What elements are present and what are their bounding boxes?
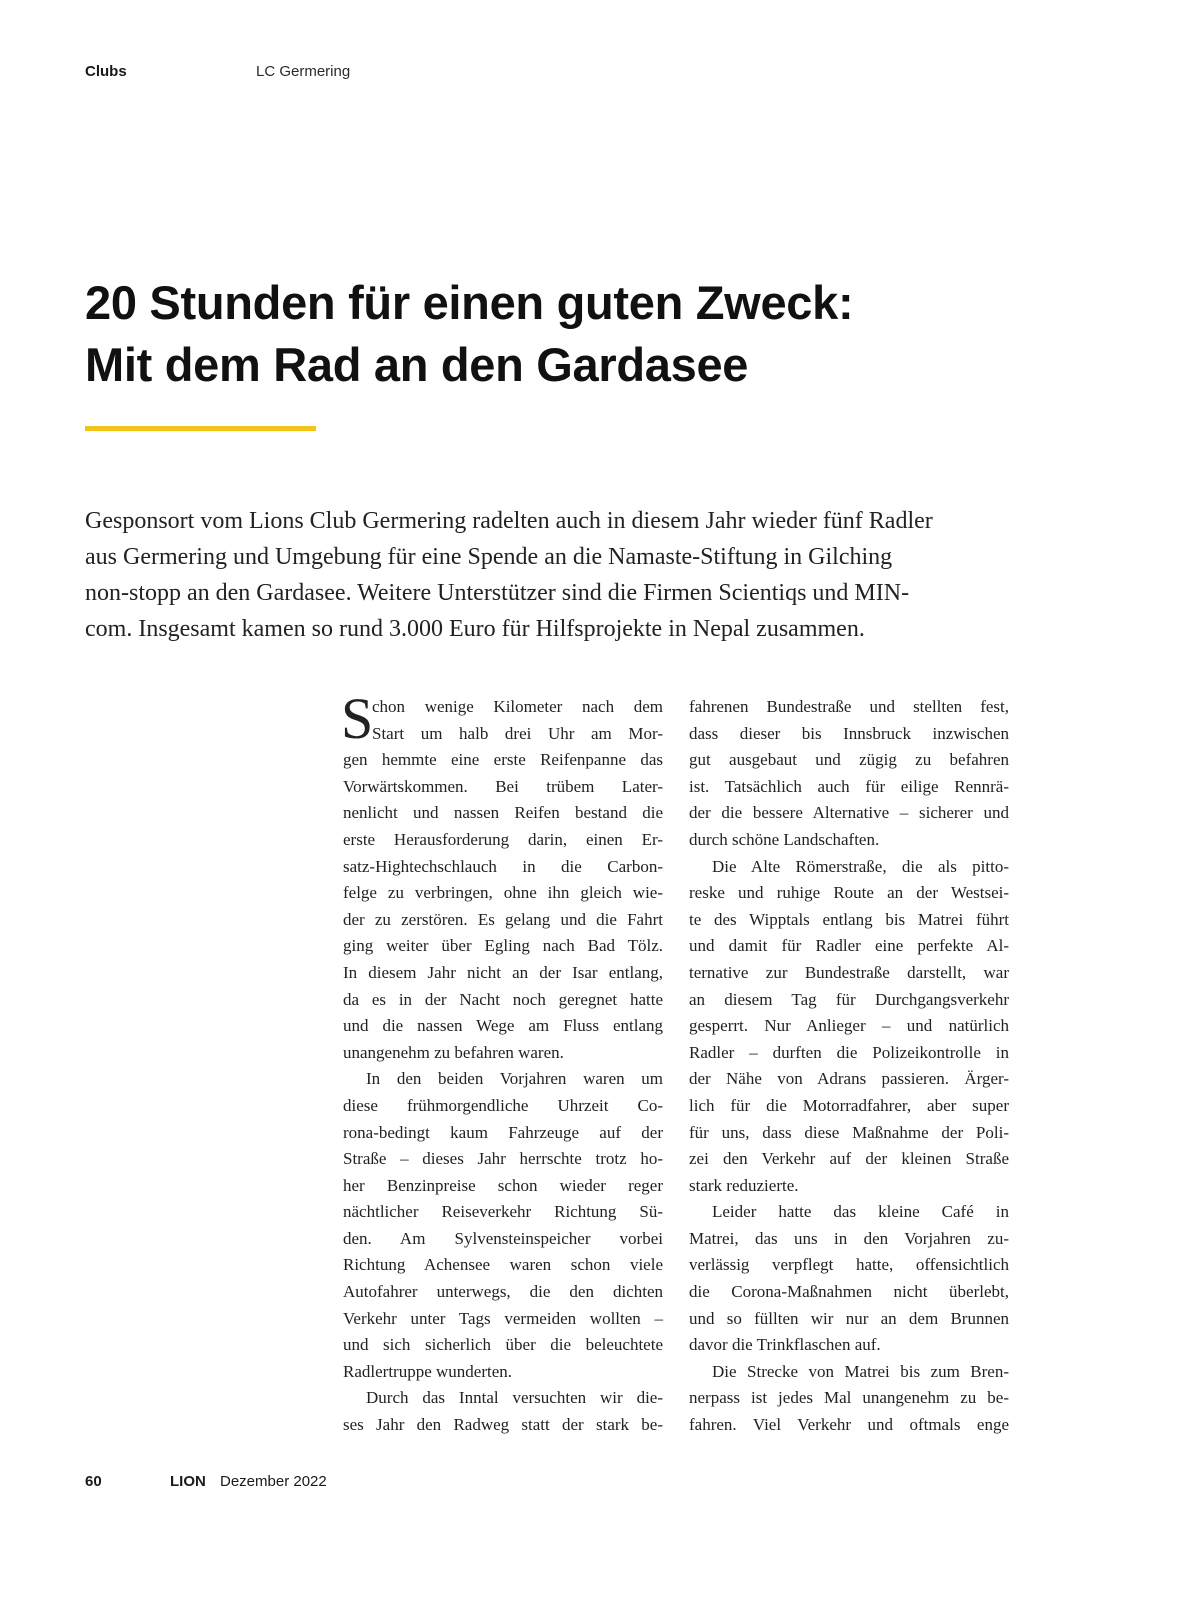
- body-line: an diesem Tag für Durchgangsverkehr: [689, 989, 1009, 1009]
- body-line: davor die Trinkflaschen auf.: [689, 1335, 881, 1355]
- drop-cap-block: [341, 686, 663, 751]
- body-line: verlässig verpflegt hatte, offensichtlich: [689, 1255, 1009, 1275]
- headline-accent-bar: [85, 426, 316, 431]
- body-line: zei den Verkehr auf der kleinen Straße: [689, 1149, 1009, 1169]
- headline-line-2: Mit dem Rad an den Gardasee: [85, 338, 749, 391]
- body-line: den. Am Sylvensteinspeicher vorbei: [343, 1228, 663, 1248]
- body-line: Die Strecke von Matrei bis zum Bren-: [712, 1361, 1009, 1381]
- body-line: erste Herausforderung darin, einen Er-: [343, 829, 663, 849]
- lead-line: non-stopp an den Gardasee. Weitere Unterstützer sind die Firmen Scientiqs und MIN-: [85, 580, 910, 606]
- magazine-name: LION: [170, 1473, 206, 1490]
- body-line: lich für die Motorradfahrer, aber super: [689, 1095, 1009, 1115]
- body-line: diese frühmorgendliche Uhrzeit Co-: [343, 1095, 663, 1115]
- body-line: gesperrt. Nur Anlieger – und natürlich: [689, 1016, 1009, 1036]
- body-line: für uns, dass diese Maßnahme der Poli-: [689, 1122, 1009, 1142]
- body-line: gen hemmte eine erste Reifenpanne das: [343, 750, 663, 770]
- body-line: nächtlicher Reiseverkehr Richtung Sü-: [343, 1202, 663, 1222]
- body-line: dass dieser bis Innsbruck inzwischen: [689, 723, 1009, 743]
- page-number: 60: [85, 1473, 102, 1490]
- drop-cap: S: [341, 686, 374, 751]
- body-line: chon wenige Kilometer nach dem: [372, 697, 663, 716]
- body-line: der zu zerstören. Es gelang und die Fahrt: [343, 909, 663, 929]
- body-line: der Nähe von Adrans passieren. Ärger-: [689, 1069, 1009, 1089]
- body-line: her Benzinpreise schon wieder reger: [343, 1175, 663, 1195]
- headline-line-1: 20 Stunden für einen guten Zweck:: [85, 276, 854, 329]
- body-line: Autofahrer unterwegs, die den dichten: [343, 1282, 663, 1302]
- body-line: In den beiden Vorjahren waren um: [366, 1069, 663, 1089]
- lead-line: aus Germering und Umgebung für eine Spende an die Namaste-Stiftung in Gilching: [85, 544, 893, 570]
- body-line: Vorwärtskommen. Bei trübem Later-: [343, 776, 663, 796]
- club-label: LC Germering: [256, 63, 351, 80]
- body-line: Durch das Inntal versuchten wir die-: [366, 1388, 663, 1408]
- body-column-left: [341, 686, 663, 1439]
- body-line: Verkehr unter Tags vermeiden wollten –: [343, 1308, 663, 1328]
- body-line: In diesem Jahr nicht an der Isar entlang,: [343, 962, 663, 982]
- article-headline: [85, 272, 1125, 396]
- body-line: und damit für Radler eine perfekte Al-: [689, 936, 1009, 956]
- body-line: unangenehm zu befahren waren.: [343, 1042, 564, 1062]
- body-line: satz-Hightechschlauch in die Carbon-: [343, 856, 663, 876]
- body-line: Start um halb drei Uhr am Mor-: [372, 723, 663, 743]
- body-line: Radler – durften die Polizeikontrolle in: [689, 1042, 1009, 1062]
- body-line: ist. Tatsächlich auch für eilige Rennrä-: [689, 776, 1009, 796]
- section-label: Clubs: [85, 63, 127, 80]
- body-line: durch schöne Landschaften.: [689, 829, 880, 849]
- lead-line: com. Insgesamt kamen so rund 3.000 Euro für Hilfsprojekte in Nepal zusammen.: [85, 616, 865, 642]
- body-line: nenlicht und nassen Reifen bestand die: [343, 803, 663, 823]
- body-line: nerpass ist jedes Mal unangenehm zu be-: [689, 1388, 1009, 1408]
- body-line: Matrei, das uns in den Vorjahren zu-: [689, 1228, 1009, 1248]
- body-line: und die nassen Wege am Fluss entlang: [343, 1016, 663, 1036]
- body-line: fahren. Viel Verkehr und oftmals enge: [689, 1415, 1009, 1435]
- body-line: Straße – dieses Jahr herrschte trotz ho-: [343, 1149, 663, 1169]
- body-line: ses Jahr den Radweg statt der stark be-: [343, 1415, 663, 1435]
- body-line: ternative zur Bundestraße darstellt, war: [689, 962, 1009, 982]
- body-line: felge zu verbringen, ohne ihn gleich wie-: [343, 883, 663, 903]
- body-line: gut ausgebaut und zügig zu befahren: [689, 750, 1009, 770]
- body-line: reske und ruhige Route an der Westsei-: [689, 883, 1009, 903]
- body-line: da es in der Nacht noch geregnet hatte: [343, 989, 663, 1009]
- body-line: und sich sicherlich über die beleuchtete: [343, 1335, 663, 1355]
- body-line: und so füllten wir nur an dem Brunnen: [689, 1308, 1009, 1328]
- body-line: der die bessere Alternative – sicherer und: [689, 803, 1009, 823]
- body-line: ging weiter über Egling nach Bad Tölz.: [343, 936, 663, 956]
- issue-date: Dezember 2022: [220, 1473, 327, 1490]
- body-line: fahrenen Bundestraße und stellten fest,: [689, 697, 1009, 716]
- body-line: rona-bedingt kaum Fahrzeuge auf der: [343, 1122, 663, 1142]
- body-column-right: [689, 694, 1009, 1439]
- body-line: Die Alte Römerstraße, die als pitto-: [712, 856, 1009, 876]
- body-line: Leider hatte das kleine Café in: [712, 1202, 1009, 1222]
- body-line: Richtung Achensee waren schon viele: [343, 1255, 663, 1275]
- body-line: te des Wipptals entlang bis Matrei führt: [689, 909, 1009, 929]
- lead-paragraph: [85, 503, 1025, 647]
- lead-line: Gesponsort vom Lions Club Germering radelten auch in diesem Jahr wieder fünf Radler: [85, 508, 933, 534]
- body-line: Radlertruppe wunderten.: [343, 1361, 512, 1381]
- body-line: stark reduzierte.: [689, 1175, 799, 1195]
- body-line: die Corona-Maßnahmen nicht überlebt,: [689, 1282, 1009, 1302]
